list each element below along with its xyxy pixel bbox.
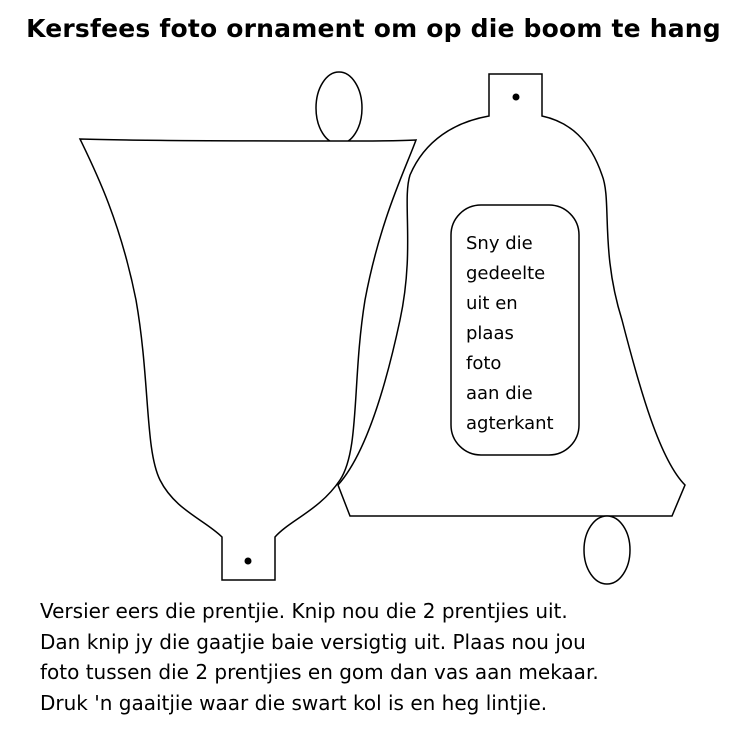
instruction-line: Druk 'n gaaitjie waar die swart kol is en heg lintjie. [40,690,548,715]
cutout-line: uit en [466,293,518,314]
cutout-line: aan die [466,383,533,404]
cutout-line: foto [466,353,502,374]
instruction-line: foto tussen die 2 prentjies en gom dan vas aan mekaar. [40,660,599,684]
left-bell-clapper [316,72,362,144]
cutout-line: plaas [466,323,514,344]
left-bell-hole-dot [245,558,252,565]
right-bell-clapper [584,516,630,584]
instruction-line: Dan knip jy die gaatjie baie versigtig uit. Plaas nou jou [40,629,586,654]
right-bell-hole-dot [513,94,520,101]
instructions [40,596,740,718]
cutout-line: agterkant [466,413,554,434]
page-title: Kersfees foto ornament om op die boom te hang [26,14,721,43]
cutout-line: gedeelte [466,263,546,284]
cutout-instruction [466,229,576,439]
cutout-line: Sny die [466,233,533,254]
instruction-line: Versier eers die prentjie. Knip nou die 2 prentjies uit. [40,599,568,623]
